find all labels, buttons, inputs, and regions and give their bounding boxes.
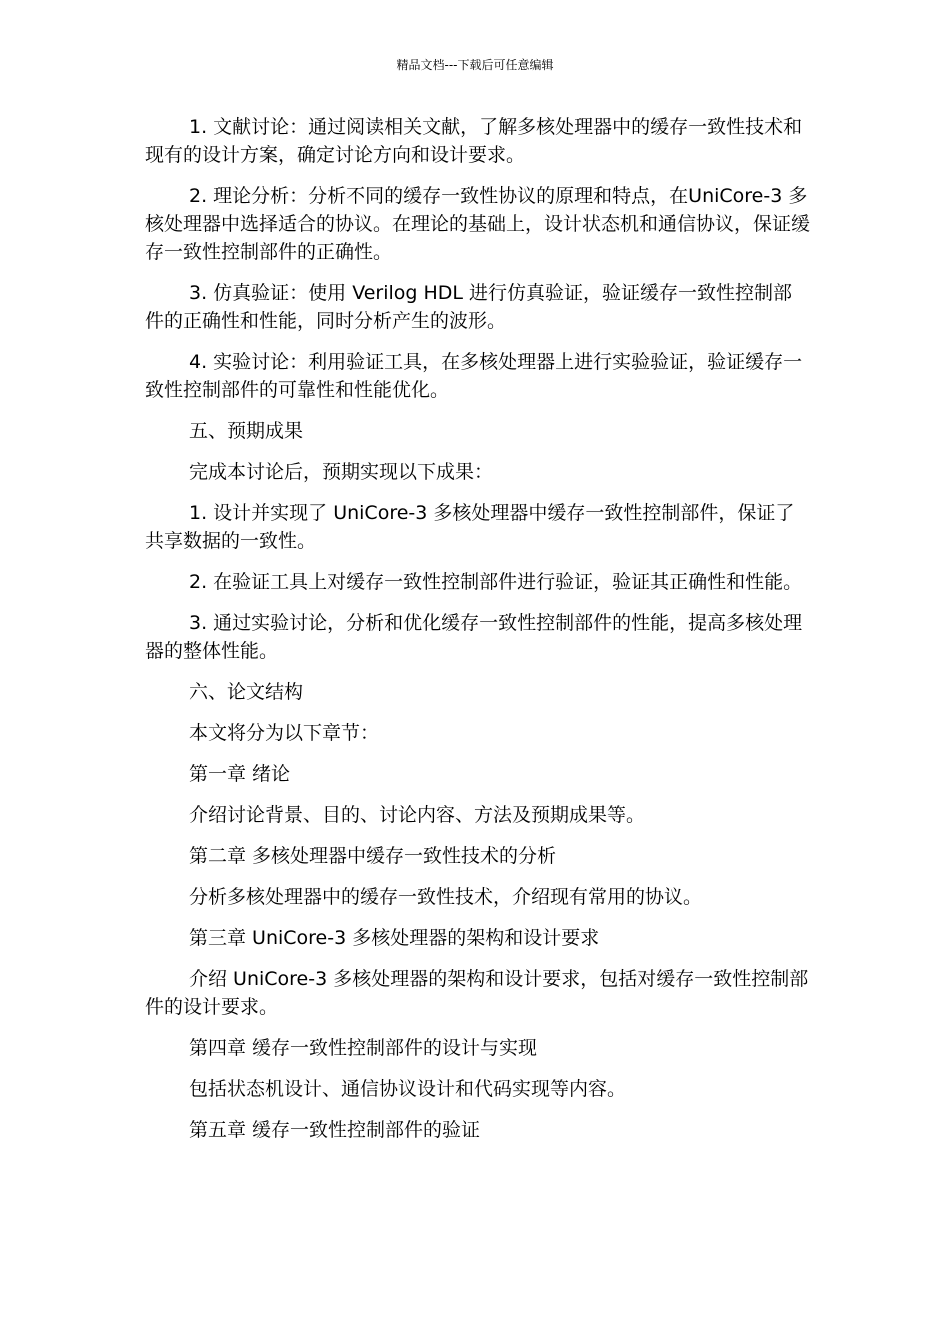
chapter-1-title: 第一章 绪论 xyxy=(189,763,291,785)
result-item-1: 1. 设计并实现了 UniCore-3 多核处理器中缓存一致性控制部件，保证了共享数据的一致性。 xyxy=(145,502,795,552)
chapter-4-description: 包括状态机设计、通信协议设计和代码实现等内容。 xyxy=(189,1078,627,1100)
method-item-4: 4. 实验讨论：利用验证工具，在多核处理器上进行实验验证，验证缓存一致性控制部件的可靠性和性能优化。 xyxy=(145,351,803,401)
page-header: 精品文档---下载后可任意编辑 xyxy=(396,58,554,72)
result-item-2: 2. 在验证工具上对缓存一致性控制部件进行验证，验证其正确性和性能。 xyxy=(189,571,803,593)
chapter-1-description: 介绍讨论背景、目的、讨论内容、方法及预期成果等。 xyxy=(189,804,646,826)
document-body xyxy=(145,113,810,1157)
chapter-3-title: 第三章 UniCore-3 多核处理器的架构和设计要求 xyxy=(189,927,600,949)
chapter-4-title: 第四章 缓存一致性控制部件的设计与实现 xyxy=(189,1037,538,1059)
method-item-3: 3. 仿真验证：使用 Verilog HDL 进行仿真验证，验证缓存一致性控制部件的正确性和性能，同时分析产生的波形。 xyxy=(145,282,793,332)
method-item-2: 2. 理论分析：分析不同的缓存一致性协议的原理和特点，在UniCore-3 多核处理器中选择适合的协议。在理论的基础上，设计状态机和通信协议，保证缓存一致性控制部件的正确性。 xyxy=(145,185,811,263)
results-intro: 完成本讨论后，预期实现以下成果： xyxy=(189,461,494,483)
structure-intro: 本文将分为以下章节： xyxy=(189,722,380,744)
section-heading-expected-results: 五、预期成果 xyxy=(189,420,304,442)
chapter-3-description: 介绍 UniCore-3 多核处理器的架构和设计要求，包括对缓存一致性控制部件的设计要求。 xyxy=(145,968,809,1018)
chapter-5-title: 第五章 缓存一致性控制部件的验证 xyxy=(189,1119,481,1141)
chapter-2-description: 分析多核处理器中的缓存一致性技术，介绍现有常用的协议。 xyxy=(189,886,703,908)
section-heading-thesis-structure: 六、论文结构 xyxy=(189,681,304,703)
result-item-3: 3. 通过实验讨论，分析和优化缓存一致性控制部件的性能，提高多核处理器的整体性能。 xyxy=(145,612,803,662)
method-item-1: 1. 文献讨论：通过阅读相关文献，了解多核处理器中的缓存一致性技术和现有的设计方案，确定讨论方向和设计要求。 xyxy=(145,116,803,166)
chapter-2-title: 第二章 多核处理器中缓存一致性技术的分析 xyxy=(189,845,557,867)
